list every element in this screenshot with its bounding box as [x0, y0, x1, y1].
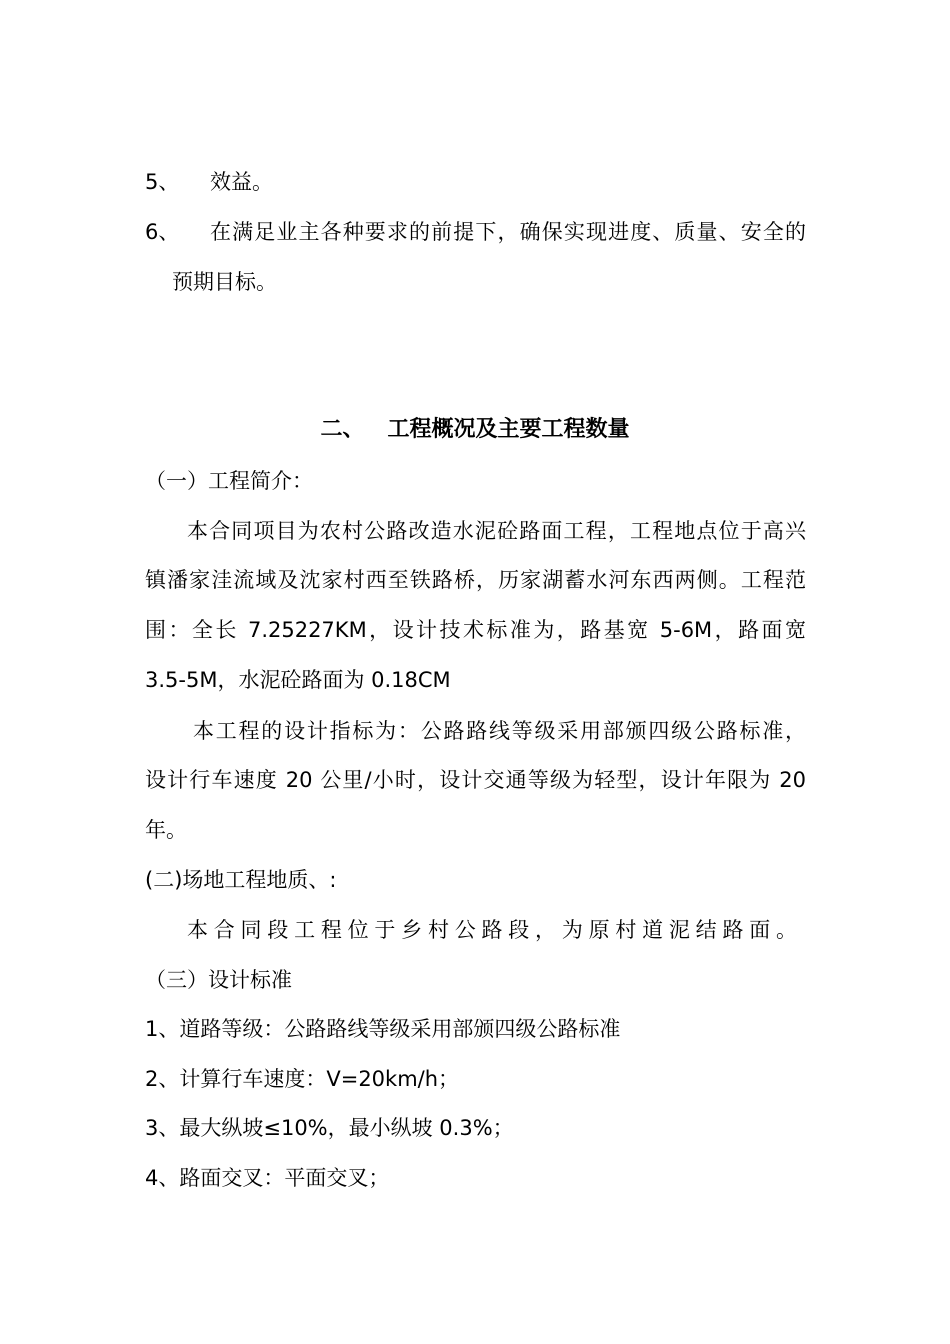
list-number: 6、: [145, 220, 180, 244]
list-text-continued: 预期目标。: [172, 270, 277, 294]
paragraph-site-geology: 本合同段工程位于乡村公路段，为原村道泥结路面。: [187, 918, 797, 942]
subsection-title-2: (二)场地工程地质、:: [145, 868, 337, 892]
list-text: 效益。: [210, 170, 273, 194]
section-heading: [0, 415, 950, 445]
section-number: 二、: [320, 417, 365, 442]
standard-item-1: 1、道路等级：公路路线等级采用部颁四级公路标准: [145, 1017, 621, 1041]
paragraph-line: 年。: [145, 818, 187, 842]
paragraph-line: 3.5-5M，水泥砼路面为 0.18CM: [145, 668, 451, 692]
paragraph-line: 本工程的设计指标为：公路路线等级采用部颁四级公路标准，: [193, 719, 806, 743]
paragraph-line: 本合同项目为农村公路改造水泥砼路面工程，工程地点位于高兴: [187, 519, 806, 543]
paragraph-line: 围：全长 7.25227KM，设计技术标准为，路基宽 5-6M，路面宽: [145, 618, 806, 642]
section-title: 工程概况及主要工程数量: [387, 417, 630, 442]
paragraph-line: 镇潘家洼流域及沈家村西至铁路桥，历家湖蓄水河东西两侧。工程范: [145, 568, 806, 592]
subsection-title-1: （一）工程简介：: [145, 469, 313, 493]
list-number: 5、: [145, 170, 180, 194]
subsection-title-3: （三）设计标准: [145, 968, 292, 992]
list-text: 在满足业主各种要求的前提下，确保实现进度、质量、安全的: [210, 220, 806, 244]
standard-item-4: 4、路面交叉：平面交叉；: [145, 1166, 390, 1190]
standard-item-3: 3、最大纵坡≤10%，最小纵坡 0.3%；: [145, 1116, 514, 1140]
paragraph-line: 设计行车速度 20 公里/小时，设计交通等级为轻型，设计年限为 20: [145, 768, 806, 792]
standard-item-2: 2、计算行车速度：V=20km/h；: [145, 1067, 460, 1091]
